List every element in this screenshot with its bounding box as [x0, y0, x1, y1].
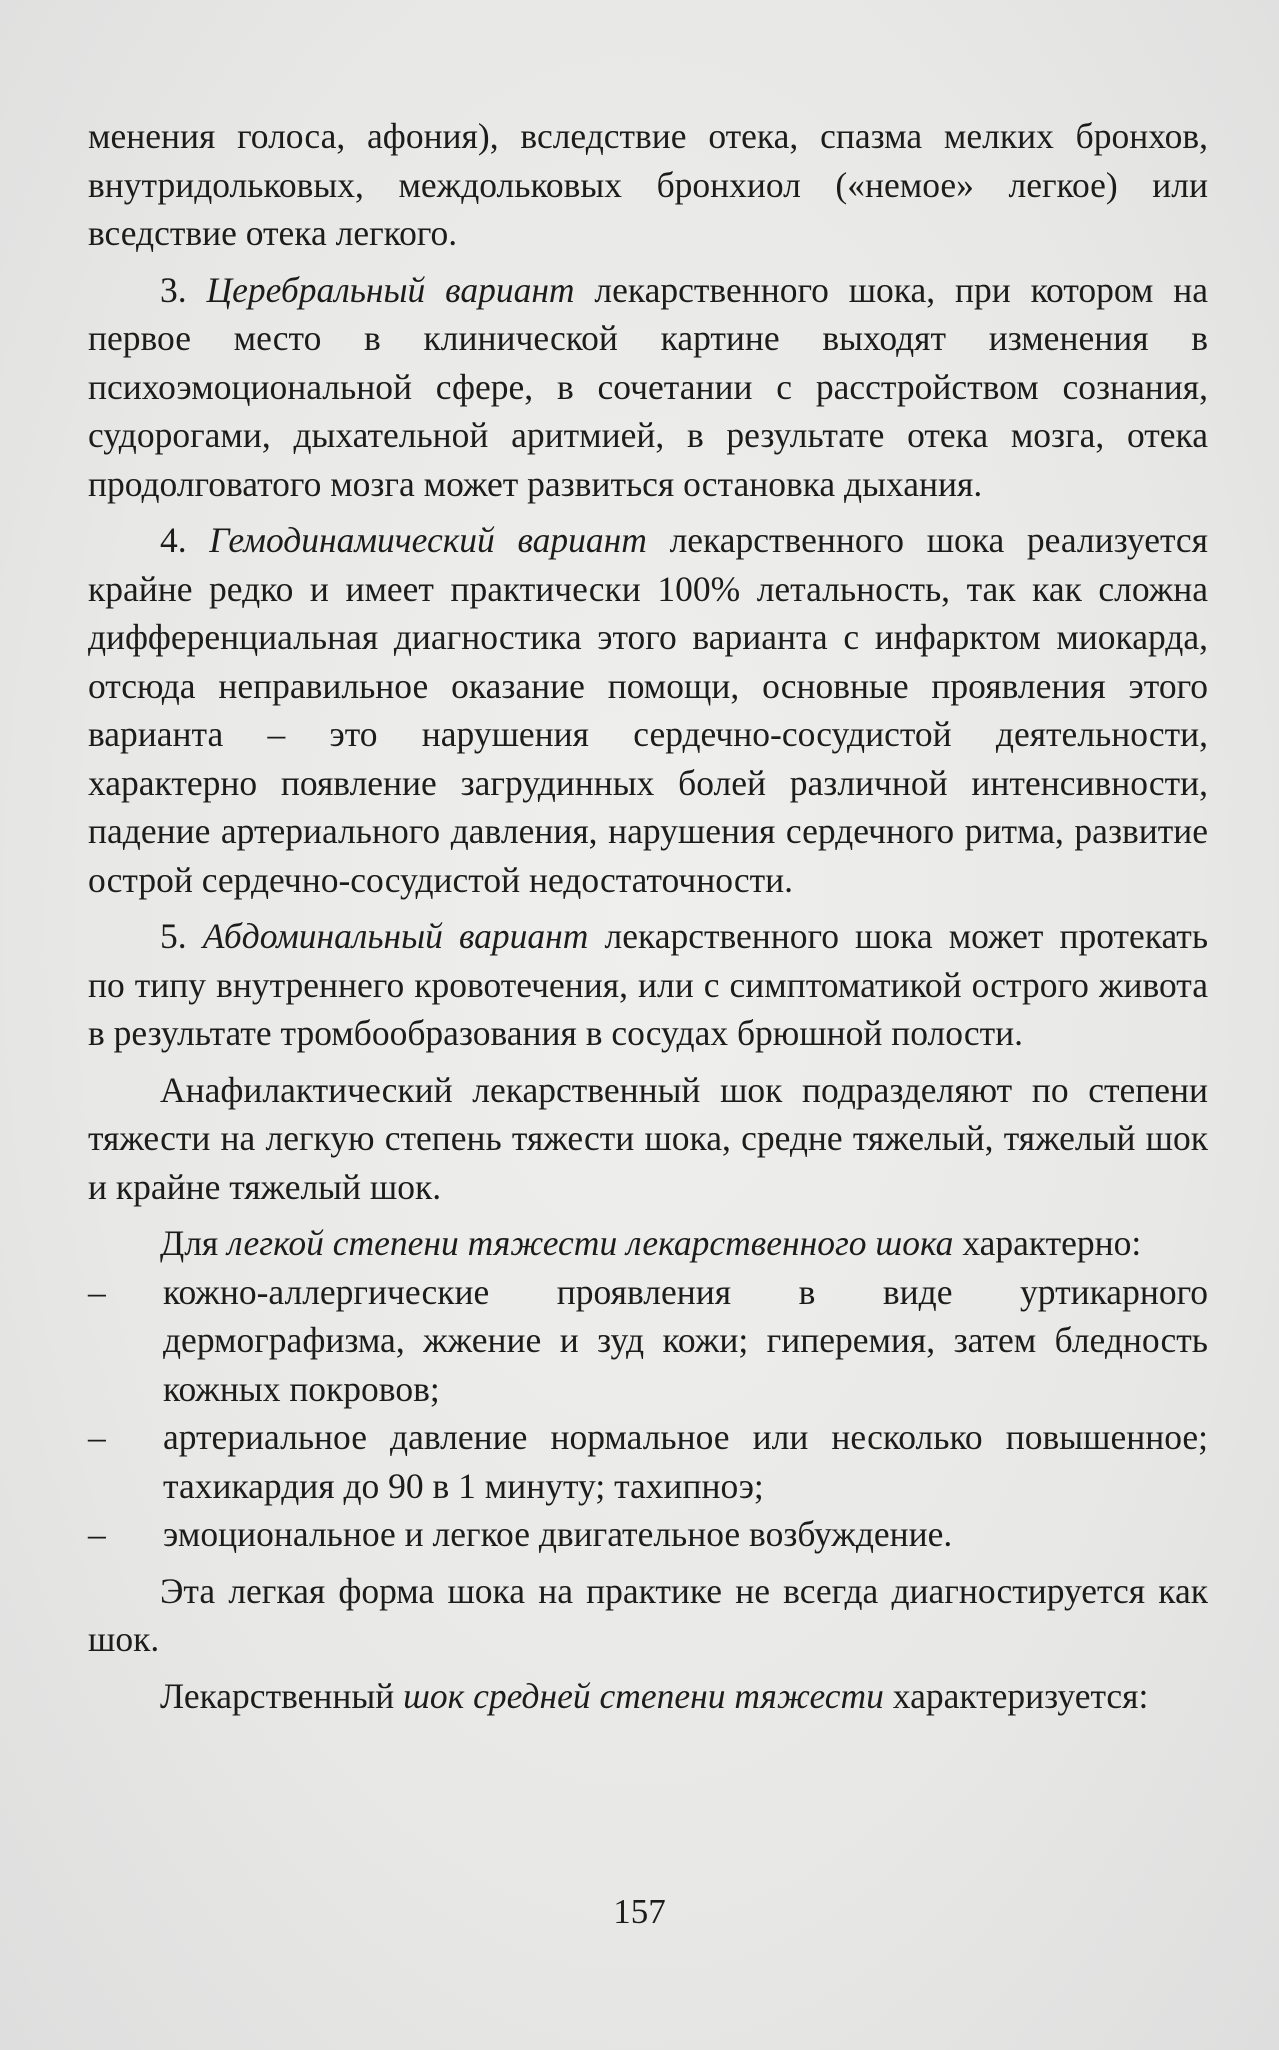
paragraph-text: характерно:	[953, 1223, 1142, 1263]
term-moderate-severity: шок средней степени тяжести	[403, 1675, 884, 1716]
paragraph-cerebral-variant	[88, 266, 1208, 509]
list-item	[88, 1413, 1208, 1510]
dash-bullet: –	[88, 1271, 106, 1312]
term-cerebral-variant: Церебральный вариант	[206, 269, 575, 310]
paragraph-abdominal-variant	[88, 912, 1208, 1058]
paragraph-severity-classification: Анафилактический лекарственный шок подразделяют по степени тяжести на легкую степень тяжести шока, средне тяжелый, тяжелый шок и крайне тяжелый шок.	[88, 1069, 1208, 1207]
list-item	[88, 1510, 1208, 1559]
paragraph-mild-form-note: Эта легкая форма шока на практике не всегда диагностируется как шок.	[88, 1570, 1208, 1659]
term-hemodynamic-variant: Гемодинамический вариант	[209, 520, 647, 560]
item-number: 4.	[160, 520, 187, 560]
page-body-text	[88, 112, 1208, 1720]
paragraph-text: лекарственного шока, при котором на первое место в клинической картине выходят изменения в психоэмоциональной сфере, в сочетании с расстройством сознания, судорогами, дыхательной аритмией, в результате отека мозга, отека продолговатого мозга может развиться остановка дыхания.	[88, 269, 1209, 504]
term-abdominal-variant: Абдоминальный вариант	[202, 916, 589, 956]
paragraph-mild-severity-intro	[88, 1219, 1208, 1268]
item-number: 5.	[160, 916, 187, 956]
dash-bullet: –	[88, 1417, 106, 1457]
item-number: 3.	[160, 269, 187, 310]
paragraph-text: характеризуется:	[883, 1675, 1149, 1716]
paragraph-hemodynamic-variant	[88, 516, 1208, 904]
paragraph-continuation: менения голоса, афония), вследствие отека, спазма мелких бронхов, внутридольковых, междольковых бронхиол («немое» легкое) или вседствие отека легкого.	[88, 116, 1208, 253]
mild-symptoms-list	[88, 1268, 1208, 1559]
paragraph-text: Лекарственный	[160, 1675, 404, 1716]
paragraph-text: лекарственного шока может протекать по типу внутреннего кровотечения, или с симптоматикой острого живота в результате тромбообразования в сосудах брюшной полости.	[88, 916, 1209, 1053]
paragraph-text: Для	[160, 1223, 228, 1263]
term-mild-severity: легкой степени тяжести лекарственного шока	[227, 1223, 954, 1263]
list-item-text: эмоциональное и легкое двигательное возбуждение.	[163, 1514, 953, 1554]
list-item-text: артериальное давление нормальное или несколько повышенное; тахикардия до 90 в 1 минуту; тахипноэ;	[163, 1417, 1208, 1506]
paragraph-moderate-severity-intro	[88, 1672, 1208, 1721]
paragraph-text: лекарственного шока реализуется крайне редко и имеет практически 100% летальность, так как сложна дифференциальная диагностика этого варианта с инфарктом миокарда, отсюда неправильное оказание помощи, основные проявления этого варианта – это нарушения сердечно-сосудистой деятельности, характерно появление загрудинных болей различной интенсивности, падение артериального давления, нарушения сердечного ритма, развитие острой сердечно-сосудистой недостаточности.	[88, 520, 1208, 900]
page-number: 157	[613, 1892, 666, 1931]
list-item	[88, 1268, 1208, 1414]
dash-bullet: –	[88, 1514, 106, 1554]
list-item-text: кожно-аллергические проявления в виде уртикарного дермографизма, жжение и зуд кожи; гиперемия, затем бледность кожных покровов;	[163, 1271, 1208, 1409]
